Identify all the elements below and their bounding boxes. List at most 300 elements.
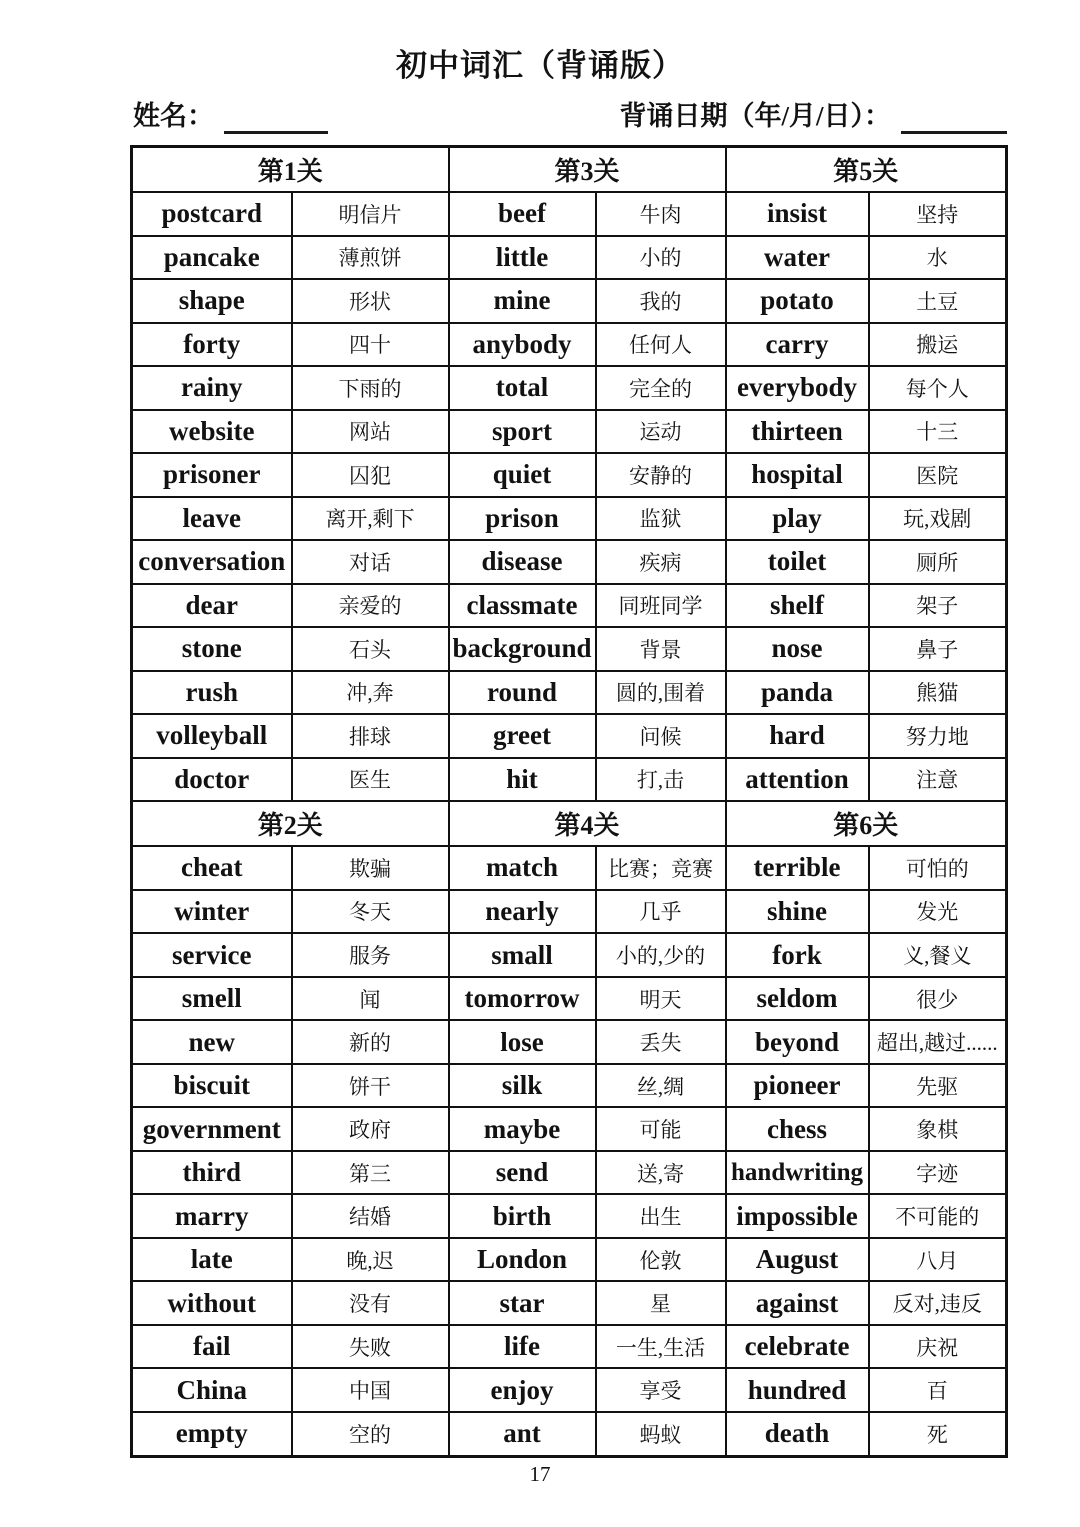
english-word: nearly <box>485 895 559 926</box>
chinese-meaning-cell <box>869 671 1007 715</box>
chinese-meaning-cell <box>869 890 1007 934</box>
english-word-cell <box>726 366 869 410</box>
chinese-meaning: 第三 <box>349 1161 391 1186</box>
chinese-meaning-cell <box>292 890 449 934</box>
english-word-cell <box>449 977 596 1021</box>
page-number: 17 <box>529 1462 551 1486</box>
english-word-cell <box>726 1020 869 1064</box>
chinese-meaning-cell <box>292 671 449 715</box>
section-header: 第5关 <box>726 147 1007 193</box>
chinese-meaning: 土豆 <box>916 289 959 314</box>
english-word-cell <box>726 1281 869 1325</box>
english-word: stone <box>181 633 242 664</box>
english-word-cell <box>726 540 869 584</box>
english-word: death <box>764 1418 830 1449</box>
english-word-cell <box>132 366 292 410</box>
chinese-meaning: 服务 <box>349 944 391 968</box>
vocab-row <box>132 1020 1007 1064</box>
english-word-cell <box>726 977 869 1021</box>
chinese-meaning-cell <box>596 540 726 584</box>
vocab-row <box>132 846 1007 890</box>
chinese-meaning-cell <box>292 497 449 541</box>
chinese-meaning: 网站 <box>349 420 391 445</box>
vocab-row <box>132 236 1007 280</box>
chinese-meaning-cell <box>292 323 449 367</box>
chinese-meaning-cell <box>869 323 1007 367</box>
english-word-cell <box>726 279 869 323</box>
english-word: impossible <box>736 1200 858 1231</box>
chinese-meaning: 明天 <box>639 987 682 1012</box>
english-word: fail <box>193 1331 231 1362</box>
english-word-cell <box>726 323 869 367</box>
chinese-meaning: 冲,奔 <box>346 681 394 706</box>
english-word: late <box>190 1244 233 1275</box>
vocab-row <box>132 279 1007 323</box>
chinese-meaning-cell <box>292 1020 449 1064</box>
vocab-row <box>132 890 1007 934</box>
chinese-meaning-cell <box>292 977 449 1021</box>
chinese-meaning: 亲爱的 <box>338 594 402 619</box>
chinese-meaning-cell <box>596 410 726 454</box>
chinese-meaning-cell <box>596 584 726 628</box>
english-word: biscuit <box>173 1070 251 1101</box>
vocab-row <box>132 366 1007 410</box>
chinese-meaning: 水 <box>926 246 948 271</box>
section-header: 第3关 <box>449 147 726 193</box>
english-word-cell <box>449 497 596 541</box>
english-word-cell <box>726 453 869 497</box>
chinese-meaning-cell <box>869 1064 1007 1108</box>
english-word-cell <box>449 1020 596 1064</box>
english-word: cheat <box>181 852 243 883</box>
english-word-cell <box>449 1064 596 1108</box>
english-word-cell <box>132 1281 292 1325</box>
english-word: hundred <box>747 1374 847 1405</box>
english-word: postcard <box>161 198 262 229</box>
english-word: conversation <box>138 546 286 577</box>
english-word-cell <box>449 846 596 890</box>
section-header: 第2关 <box>132 801 449 846</box>
vocab-row <box>132 1412 1007 1457</box>
vocab-table <box>130 145 1008 1458</box>
name-blank-field <box>224 99 328 134</box>
chinese-meaning-cell <box>596 846 726 890</box>
english-word: winter <box>174 895 250 926</box>
english-word-cell <box>132 323 292 367</box>
chinese-meaning-cell <box>596 453 726 497</box>
chinese-meaning: 比赛；竞赛 <box>608 856 714 881</box>
chinese-meaning: 不可能的 <box>895 1205 980 1230</box>
english-word-cell <box>132 192 292 236</box>
english-word: insist <box>767 198 828 229</box>
chinese-meaning: 坚持 <box>916 202 959 227</box>
english-word: dear <box>185 589 238 620</box>
chinese-meaning: 每个人 <box>905 376 969 401</box>
vocab-row <box>132 323 1007 367</box>
english-word: panda <box>761 676 834 707</box>
vocab-row <box>132 497 1007 541</box>
chinese-meaning-cell <box>596 1281 726 1325</box>
chinese-meaning: 可怕的 <box>905 856 969 881</box>
chinese-meaning: 发光 <box>916 900 959 925</box>
english-word-cell <box>132 933 292 977</box>
chinese-meaning: 几乎 <box>639 900 682 925</box>
chinese-meaning-cell <box>292 758 449 802</box>
section-header: 第1关 <box>132 147 449 193</box>
chinese-meaning: 鼻子 <box>916 637 959 662</box>
english-word-cell <box>449 671 596 715</box>
english-word-cell <box>132 1151 292 1195</box>
english-word-cell <box>726 1368 869 1412</box>
english-word-cell <box>449 279 596 323</box>
english-word-cell <box>726 846 869 890</box>
english-word: everybody <box>737 372 858 403</box>
chinese-meaning: 形状 <box>349 289 391 314</box>
chinese-meaning: 完全的 <box>629 376 693 401</box>
english-word-cell <box>132 1238 292 1282</box>
english-word-cell <box>449 1325 596 1369</box>
english-word-cell <box>132 671 292 715</box>
chinese-meaning: 空的 <box>349 1422 391 1447</box>
name-label: 姓名： <box>133 101 214 131</box>
english-word-cell <box>726 1194 869 1238</box>
vocab-row <box>132 453 1007 497</box>
chinese-meaning: 明信片 <box>338 202 402 227</box>
english-word-cell <box>449 714 596 758</box>
chinese-meaning-cell <box>596 758 726 802</box>
chinese-meaning-cell <box>596 1412 726 1457</box>
english-word: total <box>495 372 549 403</box>
vocab-row <box>132 584 1007 628</box>
english-word: toilet <box>767 546 827 577</box>
chinese-meaning: 义,餐义 <box>903 944 972 968</box>
english-word: water <box>764 241 831 272</box>
english-word: rainy <box>180 372 243 403</box>
chinese-meaning-cell <box>596 1325 726 1369</box>
section-header: 第4关 <box>449 801 726 846</box>
english-word: marry <box>175 1200 249 1231</box>
chinese-meaning-cell <box>292 714 449 758</box>
chinese-meaning: 一生,生活 <box>615 1335 706 1360</box>
english-word-cell <box>726 1107 869 1151</box>
english-word: celebrate <box>744 1331 850 1362</box>
english-word: mine <box>493 285 551 316</box>
english-word-cell <box>449 890 596 934</box>
english-word-cell <box>726 1151 869 1195</box>
english-word-cell <box>449 236 596 280</box>
chinese-meaning-cell <box>292 1281 449 1325</box>
chinese-meaning: 没有 <box>349 1292 391 1317</box>
chinese-meaning: 监狱 <box>639 507 682 532</box>
chinese-meaning: 很少 <box>916 987 959 1012</box>
chinese-meaning-cell <box>869 1368 1007 1412</box>
english-word-cell <box>726 236 869 280</box>
english-word: shelf <box>770 589 825 620</box>
vocab-row <box>132 1281 1007 1325</box>
english-word-cell <box>726 890 869 934</box>
chinese-meaning-cell <box>596 890 726 934</box>
chinese-meaning: 出生 <box>639 1205 682 1230</box>
english-word-cell <box>132 846 292 890</box>
chinese-meaning: 四十 <box>349 333 391 358</box>
english-word-cell <box>449 627 596 671</box>
chinese-meaning-cell <box>292 1064 449 1108</box>
english-word-cell <box>726 192 869 236</box>
english-word: London <box>476 1244 568 1275</box>
chinese-meaning: 医院 <box>916 463 959 488</box>
chinese-meaning-cell <box>292 1107 449 1151</box>
english-word-cell <box>726 1412 869 1457</box>
english-word: classmate <box>466 589 578 620</box>
english-word-cell <box>726 671 869 715</box>
chinese-meaning: 注意 <box>916 768 959 793</box>
chinese-meaning: 百 <box>926 1379 948 1404</box>
english-word: government <box>142 1113 281 1144</box>
chinese-meaning-cell <box>869 1412 1007 1457</box>
english-word-cell <box>449 1368 596 1412</box>
chinese-meaning: 中国 <box>349 1379 391 1404</box>
chinese-meaning: 玩,戏剧 <box>903 507 972 532</box>
english-word-cell <box>726 933 869 977</box>
english-word-cell <box>132 497 292 541</box>
chinese-meaning: 新的 <box>349 1031 391 1056</box>
chinese-meaning: 下雨的 <box>338 376 402 401</box>
chinese-meaning-cell <box>869 1238 1007 1282</box>
name-date-row <box>133 98 1007 134</box>
page-title: 初中词汇（背诵版） <box>396 48 684 83</box>
chinese-meaning: 超出,越过...... <box>876 1031 998 1056</box>
english-word-cell <box>726 497 869 541</box>
chinese-meaning: 冬天 <box>349 900 391 925</box>
chinese-meaning-cell <box>292 279 449 323</box>
english-word-cell <box>449 1281 596 1325</box>
chinese-meaning: 庆祝 <box>916 1335 959 1360</box>
vocab-row <box>132 1368 1007 1412</box>
english-word: thirteen <box>751 415 843 446</box>
chinese-meaning: 送,寄 <box>636 1161 685 1186</box>
chinese-meaning: 蚂蚁 <box>639 1422 682 1447</box>
english-word: send <box>495 1157 549 1188</box>
english-word-cell <box>726 1238 869 1282</box>
english-word: quiet <box>492 459 552 490</box>
chinese-meaning-cell <box>596 671 726 715</box>
english-word-cell <box>449 933 596 977</box>
chinese-meaning: 熊猫 <box>916 681 959 706</box>
vocab-row <box>132 540 1007 584</box>
chinese-meaning-cell <box>292 410 449 454</box>
chinese-meaning-cell <box>869 627 1007 671</box>
chinese-meaning: 囚犯 <box>349 463 391 488</box>
english-word-cell <box>132 453 292 497</box>
chinese-meaning: 享受 <box>639 1379 682 1404</box>
chinese-meaning: 我的 <box>639 289 682 314</box>
english-word: play <box>772 502 822 533</box>
chinese-meaning: 失败 <box>349 1335 391 1360</box>
english-word: greet <box>493 720 551 751</box>
vocab-row <box>132 758 1007 802</box>
chinese-meaning-cell <box>869 497 1007 541</box>
english-word-cell <box>449 410 596 454</box>
vocab-row <box>132 1151 1007 1195</box>
chinese-meaning: 丢失 <box>639 1031 682 1056</box>
vocab-row <box>132 1238 1007 1282</box>
english-word: volleyball <box>156 720 268 751</box>
english-word-cell <box>726 714 869 758</box>
english-word: disease <box>481 546 563 577</box>
chinese-meaning-cell <box>869 410 1007 454</box>
english-word: empty <box>175 1418 248 1449</box>
chinese-meaning: 离开,剩下 <box>325 507 415 532</box>
vocab-row <box>132 1064 1007 1108</box>
chinese-meaning-cell <box>596 714 726 758</box>
chinese-meaning-cell <box>596 933 726 977</box>
chinese-meaning-cell <box>292 540 449 584</box>
english-word-cell <box>449 323 596 367</box>
english-word-cell <box>449 1412 596 1457</box>
chinese-meaning-cell <box>292 1325 449 1369</box>
chinese-meaning-cell <box>869 1020 1007 1064</box>
english-word: pioneer <box>753 1070 841 1101</box>
chinese-meaning-cell <box>596 279 726 323</box>
english-word: attention <box>745 763 849 794</box>
chinese-meaning-cell <box>869 192 1007 236</box>
english-word: hit <box>506 763 538 794</box>
english-word: beef <box>498 198 546 229</box>
english-word: August <box>755 1244 839 1275</box>
english-word-cell <box>132 1412 292 1457</box>
chinese-meaning: 可能 <box>639 1118 682 1143</box>
chinese-meaning: 晚,迟 <box>346 1248 394 1273</box>
chinese-meaning-cell <box>292 627 449 671</box>
chinese-meaning: 任何人 <box>629 333 693 358</box>
chinese-meaning: 排球 <box>349 724 391 749</box>
chinese-meaning: 薄煎饼 <box>338 246 402 271</box>
english-word: forty <box>183 328 241 359</box>
english-word: nose <box>771 633 823 664</box>
english-word-cell <box>449 1107 596 1151</box>
english-word-cell <box>449 540 596 584</box>
english-word-cell <box>449 192 596 236</box>
chinese-meaning-cell <box>292 1238 449 1282</box>
chinese-meaning-cell <box>596 236 726 280</box>
vocab-row <box>132 410 1007 454</box>
chinese-meaning: 结婚 <box>349 1205 391 1230</box>
english-word: tomorrow <box>464 983 580 1014</box>
chinese-meaning-cell <box>596 366 726 410</box>
chinese-meaning: 努力地 <box>905 724 969 749</box>
chinese-meaning: 圆的,围着 <box>615 681 706 706</box>
english-word: life <box>504 1331 540 1362</box>
english-word: birth <box>492 1200 552 1231</box>
chinese-meaning-cell <box>596 1020 726 1064</box>
chinese-meaning: 小的 <box>639 246 682 271</box>
chinese-meaning: 同班同学 <box>618 594 703 619</box>
chinese-meaning-cell <box>869 236 1007 280</box>
english-word-cell <box>132 540 292 584</box>
chinese-meaning: 星 <box>650 1292 672 1317</box>
chinese-meaning: 象棋 <box>916 1118 959 1143</box>
english-word: enjoy <box>490 1374 554 1405</box>
chinese-meaning: 小的,少的 <box>615 944 706 968</box>
chinese-meaning: 运动 <box>639 420 682 445</box>
english-word: maybe <box>483 1113 561 1144</box>
english-word-cell <box>449 758 596 802</box>
english-word-cell <box>132 1064 292 1108</box>
english-word: anybody <box>472 328 572 359</box>
chinese-meaning: 医生 <box>349 768 391 793</box>
english-word-cell <box>726 758 869 802</box>
chinese-meaning-cell <box>869 846 1007 890</box>
english-word: carry <box>765 328 829 359</box>
chinese-meaning: 厕所 <box>916 550 959 575</box>
english-word: ant <box>503 1418 541 1449</box>
chinese-meaning: 对话 <box>349 550 391 575</box>
english-word-cell <box>132 758 292 802</box>
vocab-row <box>132 627 1007 671</box>
english-word: sport <box>492 415 553 446</box>
chinese-meaning-cell <box>869 1281 1007 1325</box>
chinese-meaning-cell <box>869 1151 1007 1195</box>
date-blank-field <box>901 99 1007 134</box>
chinese-meaning-cell <box>292 236 449 280</box>
english-word: chess <box>767 1113 828 1144</box>
english-word: lose <box>500 1026 544 1057</box>
english-word: against <box>755 1287 839 1318</box>
vocab-row <box>132 192 1007 236</box>
english-word: small <box>491 939 553 970</box>
chinese-meaning: 死 <box>926 1422 948 1447</box>
english-word-cell <box>726 584 869 628</box>
english-word: without <box>167 1287 256 1318</box>
english-word: hard <box>769 720 825 751</box>
chinese-meaning: 问候 <box>639 724 682 749</box>
chinese-meaning: 欺骗 <box>349 856 391 881</box>
english-word: hospital <box>751 459 843 490</box>
english-word: terrible <box>753 852 841 883</box>
section-header-row <box>132 147 1007 193</box>
english-word: potato <box>760 285 834 316</box>
chinese-meaning-cell <box>596 323 726 367</box>
chinese-meaning-cell <box>292 1194 449 1238</box>
english-word: pancake <box>163 241 260 272</box>
chinese-meaning-cell <box>292 1412 449 1457</box>
english-word-cell <box>726 410 869 454</box>
english-word-cell <box>132 977 292 1021</box>
chinese-meaning: 搬运 <box>916 333 959 358</box>
chinese-meaning-cell <box>596 977 726 1021</box>
english-word: prison <box>485 502 559 533</box>
date-label: 背诵日期（年/月/日）： <box>619 101 891 131</box>
chinese-meaning: 丝,绸 <box>636 1074 685 1099</box>
chinese-meaning-cell <box>596 497 726 541</box>
chinese-meaning: 十三 <box>916 420 959 445</box>
english-word-cell <box>132 1368 292 1412</box>
chinese-meaning-cell <box>596 1368 726 1412</box>
english-word-cell <box>132 584 292 628</box>
chinese-meaning: 政府 <box>349 1118 391 1143</box>
english-word: beyond <box>755 1026 840 1057</box>
chinese-meaning-cell <box>869 279 1007 323</box>
english-word: match <box>486 852 558 883</box>
vocab-row <box>132 1325 1007 1369</box>
chinese-meaning-cell <box>596 1194 726 1238</box>
chinese-meaning-cell <box>869 714 1007 758</box>
english-word-cell <box>132 890 292 934</box>
chinese-meaning-cell <box>596 1151 726 1195</box>
chinese-meaning: 疾病 <box>639 550 682 575</box>
chinese-meaning-cell <box>869 1107 1007 1151</box>
chinese-meaning-cell <box>596 1064 726 1108</box>
